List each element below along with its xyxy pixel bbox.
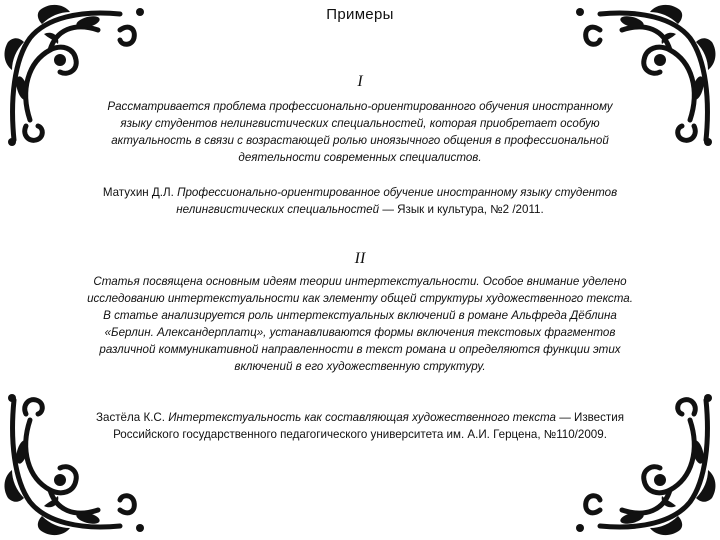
example-2-abstract-text: Статья посвящена основным идеям теории интертекстуальности. Особое внимание уделено исследованию интертекстуальности как элементу общей структуры художественного текста. В статье анализируется роль интертекстуальных включений в романе Альфреда Дёблина «Берлин. Александерплатц», устанавливаются формы включения текстовых фрагментов различной коммуникативной направленности в текст романа и определяются функции этих включений в его художественную структуру. [87, 275, 633, 373]
example-2-reference [84, 409, 636, 443]
example-2-ref-author: Застёла К.С. [96, 411, 166, 424]
example-1-abstract [100, 98, 620, 166]
example-2-abstract [86, 273, 634, 375]
example-1-reference [92, 184, 628, 218]
example-1-ref-author: Матухин Д.Л. [102, 186, 174, 199]
example-2-ref-title: Интертекстуальность как составляющая художественного текста [168, 411, 556, 424]
example-1-abstract-text: Рассматривается проблема профессионально-ориентированного обучения иностранному языку студентов нелингвистических специальностей, которая приобретает особую актуальность в связи с возрастающей ролью иноязычного общения в профессиональной деятельности современных специалистов. [107, 100, 613, 164]
page-title: Примеры [326, 6, 394, 23]
example-1-ref-source: — Язык и культура, №2 /2011. [379, 203, 544, 216]
example-2-numeral: II [354, 250, 366, 267]
example-2-ref-source: — Известия Российского государственного педагогического университета им. А.И. Герцена, №110/2009. [113, 411, 624, 441]
example-1-ref-title: Профессионально-ориентированное обучение иностранному языку студентов нелингвистических специальностей [176, 186, 618, 216]
example-1-numeral: I [357, 73, 363, 90]
